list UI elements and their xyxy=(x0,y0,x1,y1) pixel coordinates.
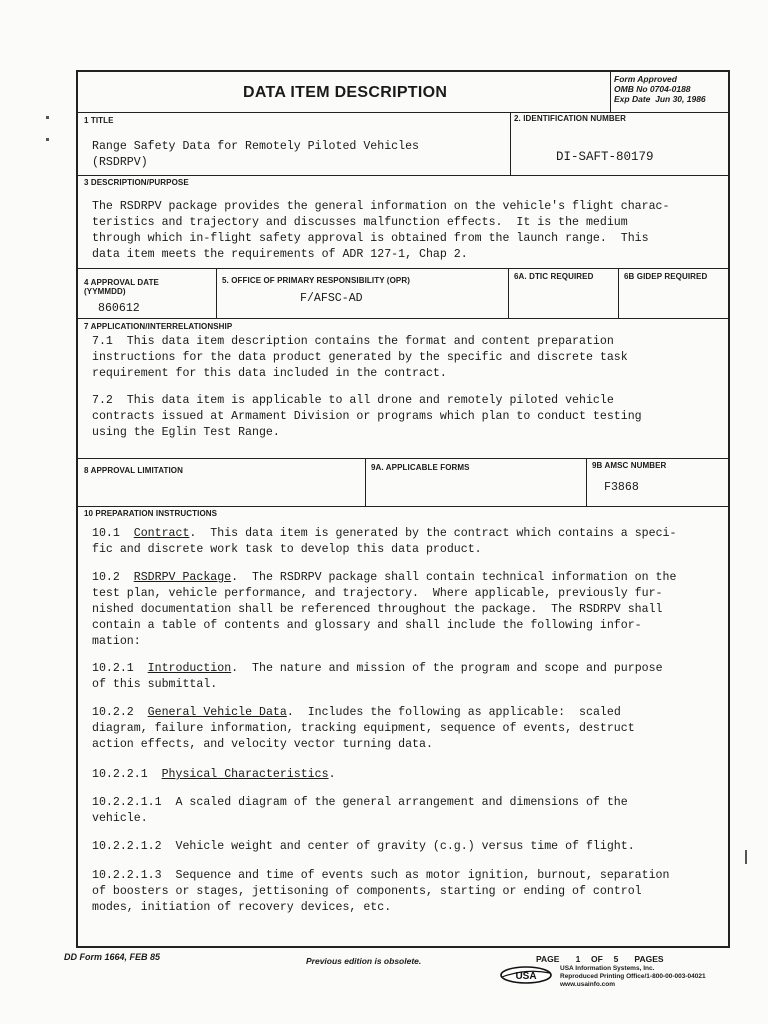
scan-mark xyxy=(745,850,747,864)
usa-logo-text: USA xyxy=(515,971,537,982)
section-10-2-1 xyxy=(92,661,663,693)
opr-value: F/AFSC-AD xyxy=(300,292,363,305)
section-10-2-2-1-3: 10.2.2.1.3 Sequence and time of events such as motor ignition, burnout, separation of boosters or stages, jettisoning of components, starting or ending of control modes, initiation of recovery devices, etc. xyxy=(92,869,670,914)
usa-info-stamp xyxy=(560,965,706,989)
section-10-2 xyxy=(92,570,676,650)
page-total: 5 xyxy=(613,954,619,964)
section-10-2-2-text: . Includes the following as applicable: scaled diagram, failure information, tracking equipment, sequence of events, destruct action effects, and velocity vector turning data. xyxy=(92,706,635,751)
stamp-company: USA Information Systems, Inc. xyxy=(560,965,655,972)
block-9b-label: 9B AMSC NUMBER xyxy=(592,461,667,470)
section-10-1-number: 10.1 xyxy=(92,527,134,540)
amsc-number: F3868 xyxy=(604,481,639,494)
page-number: 1 xyxy=(575,954,581,964)
approval-date: 860612 xyxy=(98,302,140,315)
section-10-2-2 xyxy=(92,705,635,753)
section-10-2-1-text: . The nature and mission of the program and scope and purpose of this submittal. xyxy=(92,662,663,691)
expiration-date: Exp Date Jun 30, 1986 xyxy=(614,94,706,104)
section-10-2-number: 10.2 xyxy=(92,571,134,584)
omb-number: OMB No 0704-0188 xyxy=(614,84,691,94)
section-10-1 xyxy=(92,526,676,558)
block-9a-label: 9A. APPLICABLE FORMS xyxy=(371,463,470,472)
section-10-2-1-number: 10.2.1 xyxy=(92,662,148,675)
pages-label: PAGES xyxy=(634,954,664,964)
section-10-2-2-number: 10.2.2 xyxy=(92,706,148,719)
block-7-label: 7 APPLICATION/INTERRELATIONSHIP xyxy=(84,322,233,331)
form-title: DATA ITEM DESCRIPTION xyxy=(243,84,448,101)
form-number: DD Form 1664, FEB 85 xyxy=(64,952,161,962)
block-6a-label: 6A. DTIC REQUIRED xyxy=(514,272,594,281)
form-approval-info xyxy=(614,74,706,104)
data-item-description-form xyxy=(76,70,730,948)
application-paragraph-2: 7.2 This data item is applicable to all drone and remotely piloted vehicle contracts issued at Armament Division or programs which plan to conduct testing using the Eglin Test Range. xyxy=(92,394,642,439)
stamp-url: www.usainfo.com xyxy=(560,981,616,988)
scan-mark xyxy=(46,138,49,141)
of-label: OF xyxy=(591,954,603,964)
scan-mark xyxy=(46,116,49,119)
identification-number: DI-SAFT-80179 xyxy=(556,150,654,164)
section-10-2-2-1 xyxy=(92,767,336,783)
block-4-label: 4 APPROVAL DATE (YYMMDD) xyxy=(84,278,159,296)
description-text: The RSDRPV package provides the general information on the vehicle's flight charac- teristics and trajectory and discusses malfunction effects. It is the medium through which in-flight safety approval is obtained from the launch range. This data item meets the requirements of ADR 127-1, Chap 2. xyxy=(92,200,670,261)
block-2-label: 2. IDENTIFICATION NUMBER xyxy=(514,114,627,123)
usa-logo xyxy=(500,966,552,984)
block-5-label: 5. OFFICE OF PRIMARY RESPONSIBILITY (OPR) xyxy=(222,276,410,285)
form-approved-label: Form Approved xyxy=(614,74,677,84)
section-10-2-2-heading: General Vehicle Data xyxy=(147,706,287,719)
block-10-label: 10 PREPARATION INSTRUCTIONS xyxy=(84,509,218,518)
block-3-label: 3 DESCRIPTION/PURPOSE xyxy=(84,178,189,187)
page-label: PAGE xyxy=(536,954,560,964)
block-6b-label: 6B GIDEP REQUIRED xyxy=(624,272,708,281)
page-indicator xyxy=(536,954,664,964)
section-10-2-2-1-text: . xyxy=(328,768,336,781)
title-value: Range Safety Data for Remotely Piloted Vehicles (RSDRPV) xyxy=(92,140,419,169)
section-10-1-text: . This data item is generated by the contract which contains a speci- fic and discrete work task to develop this data product. xyxy=(92,527,677,556)
section-10-2-1-heading: Introduction xyxy=(147,662,232,675)
section-10-2-text: . The RSDRPV package shall contain technical information on the test plan, vehicle performance, and trajectory. Where applicable, previously fur- nished documentation shall be referenced throughout the package. The RSDRPV shall contain a table of contents and glossary and shall include the following infor- mation: xyxy=(92,571,677,648)
section-10-2-2-1-heading: Physical Characteristics xyxy=(161,768,329,781)
block-1-label: 1 TITLE xyxy=(84,116,114,125)
section-10-2-2-1-2: 10.2.2.1.2 Vehicle weight and center of gravity (c.g.) versus time of flight. xyxy=(92,840,635,853)
section-10-2-2-1-1: 10.2.2.1.1 A scaled diagram of the general arrangement and dimensions of the vehicle. xyxy=(92,796,628,825)
application-paragraph-1: 7.1 This data item description contains the format and content preparation instructions for the data product generated by the specific and discrete task requirement for this data included in the contract. xyxy=(92,335,628,380)
block-8-label: 8 APPROVAL LIMITATION xyxy=(84,466,183,475)
section-10-1-heading: Contract xyxy=(133,527,190,540)
section-10-2-heading: RSDRPV Package xyxy=(133,571,232,584)
stamp-reproduction: Reproduced Printing Office/1-800-00-003-04021 xyxy=(560,973,706,980)
section-10-2-2-1-number: 10.2.2.1 xyxy=(92,768,162,781)
obsolete-notice: Previous edition is obsolete. xyxy=(306,956,422,966)
